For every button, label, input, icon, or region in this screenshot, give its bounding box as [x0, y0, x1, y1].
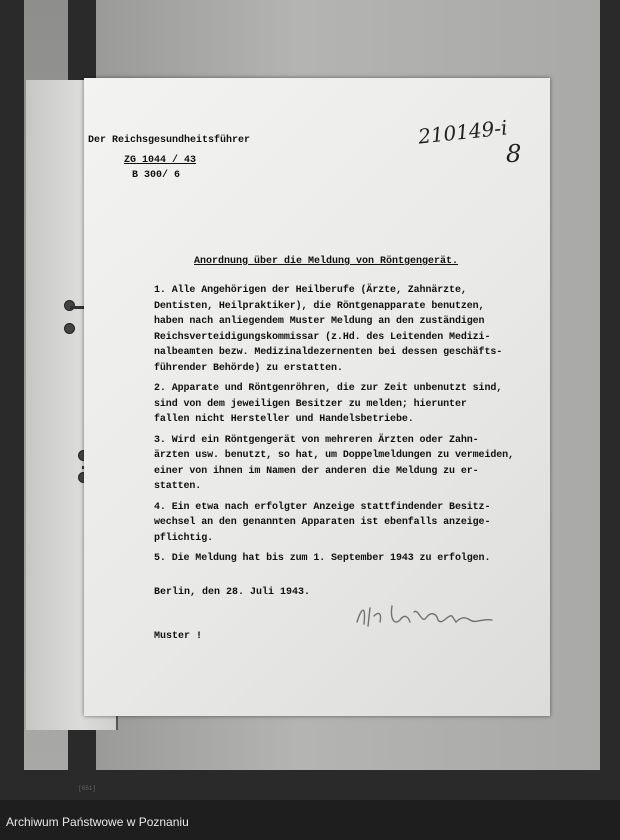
binder-hole — [64, 323, 75, 334]
handwritten-archive-number: 210149-i — [416, 115, 509, 149]
paragraph-1: 1. Alle Angehörigen der Heilberufe (Ärzte, Zahnärzte, Dentisten, Heilpraktiker), die Röntgenapparate benutzen, haben nach anliegendem Muster Meldung an den zuständigen Reichsverteidigungskommissar (z.Hd. des Leitenden Medizi- nalbeamten bezw. Medizinaldezernenten bei dessen geschäfts- führender Behörde) zu erstatten. — [154, 285, 503, 374]
paragraph-2: 2. Apparate und Röntgenröhren, die zur Zeit unbenutzt sind, sind von dem jeweiligen Besitzer zu melden; hierunter fallen nicht Hersteller und Handelsbetriebe. — [154, 383, 503, 425]
document-title: Anordnung über die Meldung von Röntgengerät. — [194, 256, 459, 267]
sender: Der Reichsgesundheitsführer — [88, 135, 251, 146]
place-date: Berlin, den 28. Juli 1943. — [154, 587, 311, 598]
handwritten-page-number: 8 — [506, 140, 522, 168]
document-page — [84, 78, 550, 716]
paragraph-4: 4. Ein etwa nach erfolgter Anzeige stattfindender Besitz- wechsel an den genannten Apparaten ist ebenfalls anzeige- pflichtig. — [154, 501, 491, 544]
body-text — [154, 283, 539, 572]
reference-sub: B 300/ 6 — [132, 170, 181, 181]
handwritten-signature — [352, 598, 502, 632]
enclosure-note: Muster ! — [154, 631, 203, 642]
paragraph-5: 5. Die Meldung hat bis zum 1. September 1943 zu erfolgen. — [154, 553, 491, 564]
paragraph-3: 3. Wird ein Röntgengerät von mehreren Ärzten oder Zahn- ärzten usw. benutzt, so hat, um Doppelmeldungen zu vermeiden, einer von ihnen im Namen der anderen die Meldung zu er- statten. — [154, 434, 514, 492]
flap-number: [651] — [78, 785, 97, 792]
archive-label: Archiwum Państwowe w Poznaniu — [6, 815, 189, 829]
reference-number: ZG 1044 / 43 — [124, 155, 197, 166]
